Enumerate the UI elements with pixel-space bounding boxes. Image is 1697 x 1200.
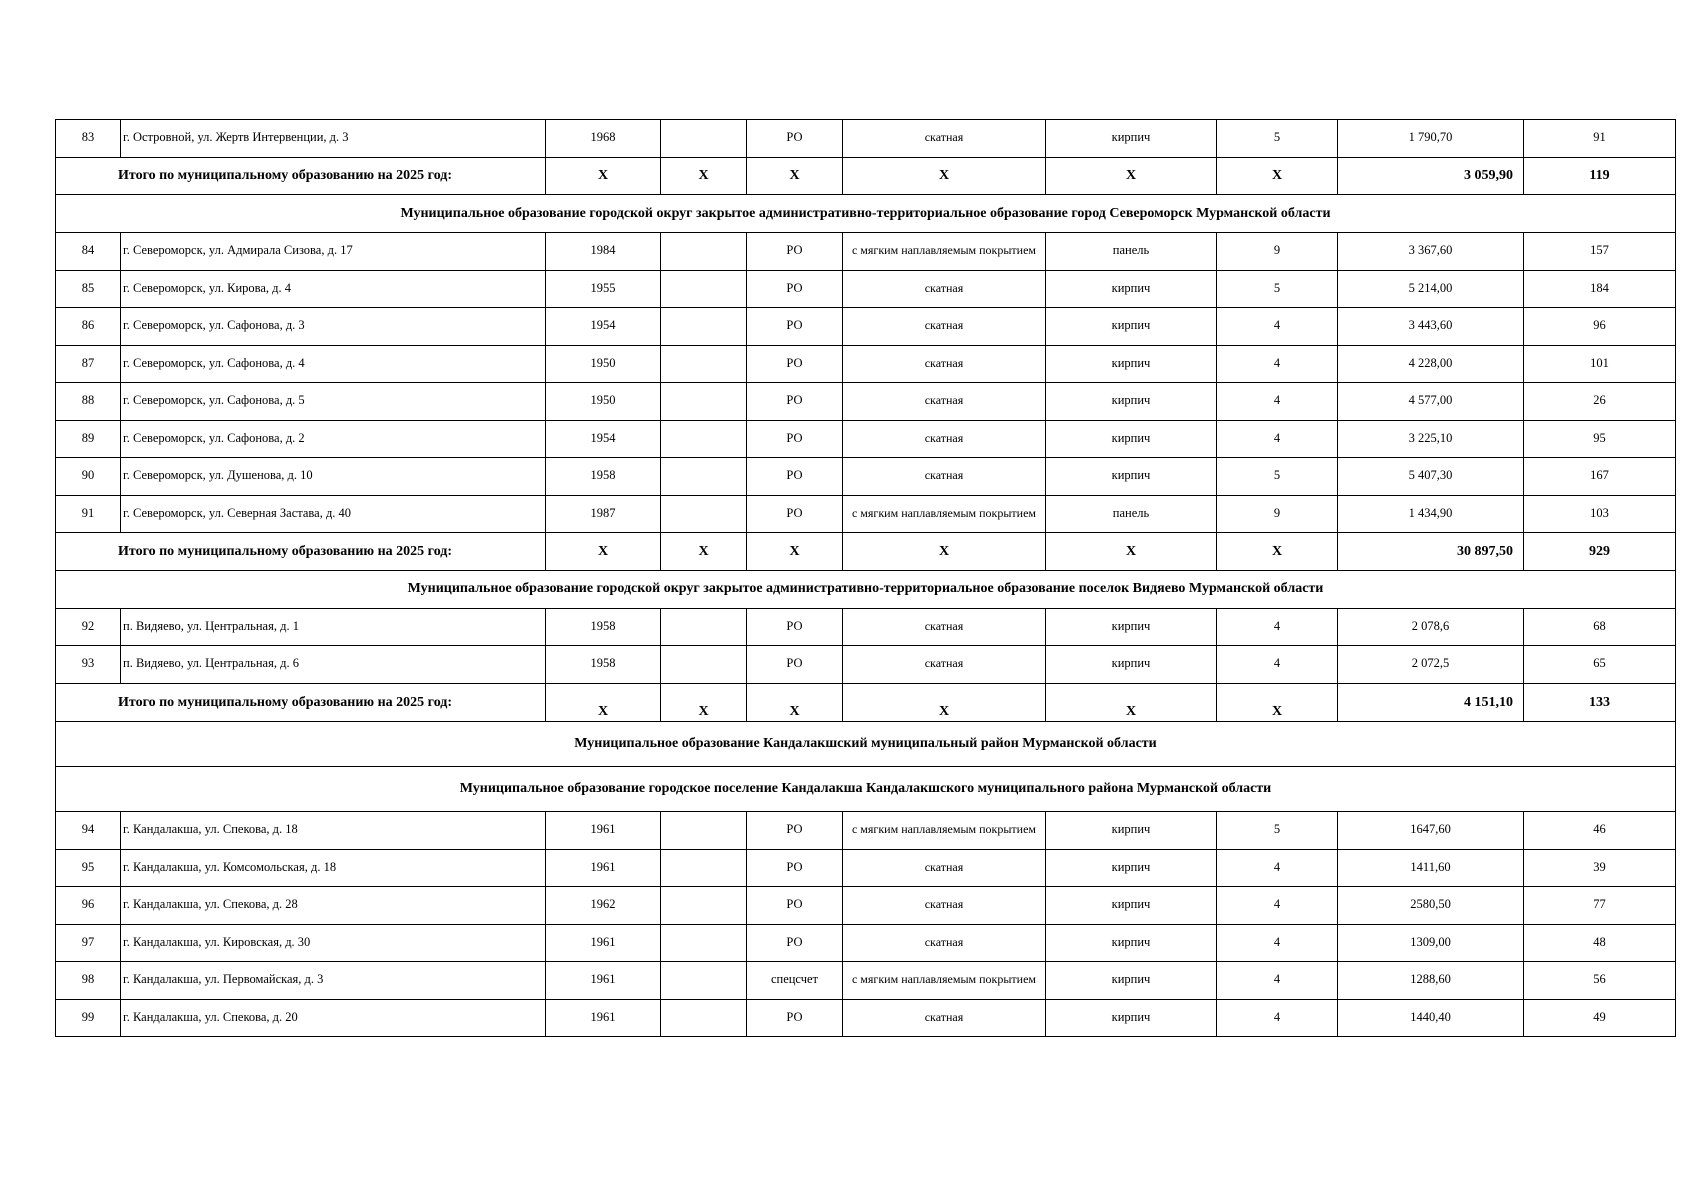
roof-cell: с мягким наплавляемым покрытием bbox=[843, 962, 1046, 1000]
row-number-cell: 87 bbox=[56, 345, 121, 383]
row-number-cell: 93 bbox=[56, 646, 121, 684]
roof-cell: скатная bbox=[843, 458, 1046, 496]
fund-cell: РО bbox=[747, 495, 843, 533]
walls-cell: кирпич bbox=[1046, 924, 1217, 962]
row-number-cell: 98 bbox=[56, 962, 121, 1000]
year-cell: 1954 bbox=[546, 308, 661, 346]
walls-cell: кирпич bbox=[1046, 345, 1217, 383]
residents-cell: 77 bbox=[1524, 887, 1676, 925]
walls-cell: кирпич bbox=[1046, 420, 1217, 458]
address-cell: г. Островной, ул. Жертв Интервенции, д. 3 bbox=[121, 120, 546, 158]
residents-cell: 26 bbox=[1524, 383, 1676, 421]
total-row bbox=[56, 157, 1676, 195]
floors-cell: 4 bbox=[1217, 924, 1338, 962]
roof-cell: скатная bbox=[843, 345, 1046, 383]
fund-cell: РО bbox=[747, 120, 843, 158]
table-row bbox=[56, 608, 1676, 646]
fund-cell: РО bbox=[747, 458, 843, 496]
table-row bbox=[56, 999, 1676, 1037]
table-row bbox=[56, 962, 1676, 1000]
address-cell: г. Кандалакша, ул. Спекова, д. 28 bbox=[121, 887, 546, 925]
address-cell: г. Североморск, ул. Кирова, д. 4 bbox=[121, 270, 546, 308]
table-row bbox=[56, 458, 1676, 496]
residents-cell: 68 bbox=[1524, 608, 1676, 646]
row-number-cell: 88 bbox=[56, 383, 121, 421]
residents-cell: 56 bbox=[1524, 962, 1676, 1000]
table-row bbox=[56, 812, 1676, 850]
table-row bbox=[56, 849, 1676, 887]
floors-cell: 4 bbox=[1217, 420, 1338, 458]
walls-cell: кирпич bbox=[1046, 887, 1217, 925]
total-x-cell: X bbox=[1217, 683, 1338, 722]
table-row bbox=[56, 270, 1676, 308]
total-residents-cell: 119 bbox=[1524, 157, 1676, 195]
area-cell: 5 214,00 bbox=[1338, 270, 1524, 308]
residents-cell: 48 bbox=[1524, 924, 1676, 962]
total-x-cell: X bbox=[1046, 157, 1217, 195]
walls-cell: кирпич bbox=[1046, 608, 1217, 646]
walls-cell: кирпич bbox=[1046, 270, 1217, 308]
row-number-cell: 89 bbox=[56, 420, 121, 458]
floors-cell: 4 bbox=[1217, 646, 1338, 684]
total-x-cell: X bbox=[843, 533, 1046, 571]
table-row bbox=[56, 420, 1676, 458]
row-number-cell: 95 bbox=[56, 849, 121, 887]
total-residents-cell: 929 bbox=[1524, 533, 1676, 571]
floors-cell: 9 bbox=[1217, 495, 1338, 533]
residents-cell: 46 bbox=[1524, 812, 1676, 850]
address-cell: г. Североморск, ул. Адмирала Сизова, д. 17 bbox=[121, 233, 546, 271]
fund-cell: РО bbox=[747, 999, 843, 1037]
total-row bbox=[56, 533, 1676, 571]
address-cell: г. Североморск, ул. Душенова, д. 10 bbox=[121, 458, 546, 496]
total-label: Итого по муниципальному образованию на 2025 год: bbox=[56, 683, 546, 722]
empty-cell bbox=[661, 308, 747, 346]
address-cell: г. Североморск, ул. Сафонова, д. 3 bbox=[121, 308, 546, 346]
row-number-cell: 84 bbox=[56, 233, 121, 271]
section-title: Муниципальное образование городской округ закрытое административно-территориальное образование поселок Видяево Мурманской области bbox=[56, 570, 1676, 608]
area-cell: 2580,50 bbox=[1338, 887, 1524, 925]
section-header-row bbox=[56, 195, 1676, 233]
fund-cell: РО bbox=[747, 849, 843, 887]
table-row bbox=[56, 646, 1676, 684]
area-cell: 1 434,90 bbox=[1338, 495, 1524, 533]
total-x-cell: X bbox=[661, 533, 747, 571]
floors-cell: 4 bbox=[1217, 383, 1338, 421]
walls-cell: панель bbox=[1046, 233, 1217, 271]
fund-cell: РО bbox=[747, 270, 843, 308]
section-header-row bbox=[56, 767, 1676, 812]
fund-cell: РО bbox=[747, 924, 843, 962]
address-cell: п. Видяево, ул. Центральная, д. 6 bbox=[121, 646, 546, 684]
roof-cell: скатная bbox=[843, 999, 1046, 1037]
area-cell: 1 790,70 bbox=[1338, 120, 1524, 158]
year-cell: 1950 bbox=[546, 345, 661, 383]
fund-cell: РО bbox=[747, 383, 843, 421]
empty-cell bbox=[661, 812, 747, 850]
total-residents-cell: 133 bbox=[1524, 683, 1676, 722]
row-number-cell: 85 bbox=[56, 270, 121, 308]
section-title: Муниципальное образование городской округ закрытое административно-территориальное образование город Североморск Мурманской области bbox=[56, 195, 1676, 233]
address-cell: г. Кандалакша, ул. Комсомольская, д. 18 bbox=[121, 849, 546, 887]
row-number-cell: 96 bbox=[56, 887, 121, 925]
row-number-cell: 99 bbox=[56, 999, 121, 1037]
table-row bbox=[56, 308, 1676, 346]
total-x-cell: X bbox=[747, 533, 843, 571]
floors-cell: 4 bbox=[1217, 999, 1338, 1037]
walls-cell: панель bbox=[1046, 495, 1217, 533]
table-row bbox=[56, 887, 1676, 925]
address-cell: г. Североморск, ул. Сафонова, д. 2 bbox=[121, 420, 546, 458]
row-number-cell: 83 bbox=[56, 120, 121, 158]
row-number-cell: 97 bbox=[56, 924, 121, 962]
row-number-cell: 92 bbox=[56, 608, 121, 646]
roof-cell: скатная bbox=[843, 608, 1046, 646]
year-cell: 1961 bbox=[546, 962, 661, 1000]
area-cell: 3 225,10 bbox=[1338, 420, 1524, 458]
empty-cell bbox=[661, 608, 747, 646]
roof-cell: скатная bbox=[843, 646, 1046, 684]
residents-cell: 39 bbox=[1524, 849, 1676, 887]
walls-cell: кирпич bbox=[1046, 999, 1217, 1037]
fund-cell: РО bbox=[747, 308, 843, 346]
fund-cell: РО bbox=[747, 233, 843, 271]
year-cell: 1958 bbox=[546, 646, 661, 684]
total-x-cell: X bbox=[546, 533, 661, 571]
floors-cell: 4 bbox=[1217, 887, 1338, 925]
area-cell: 1288,60 bbox=[1338, 962, 1524, 1000]
address-cell: г. Кандалакша, ул. Спекова, д. 20 bbox=[121, 999, 546, 1037]
empty-cell bbox=[661, 646, 747, 684]
total-x-cell: X bbox=[843, 683, 1046, 722]
empty-cell bbox=[661, 887, 747, 925]
floors-cell: 5 bbox=[1217, 458, 1338, 496]
roof-cell: с мягким наплавляемым покрытием bbox=[843, 812, 1046, 850]
total-row bbox=[56, 683, 1676, 722]
year-cell: 1962 bbox=[546, 887, 661, 925]
year-cell: 1961 bbox=[546, 999, 661, 1037]
table-row bbox=[56, 495, 1676, 533]
area-cell: 1411,60 bbox=[1338, 849, 1524, 887]
area-cell: 4 228,00 bbox=[1338, 345, 1524, 383]
address-cell: г. Североморск, ул. Сафонова, д. 4 bbox=[121, 345, 546, 383]
fund-cell: РО bbox=[747, 887, 843, 925]
area-cell: 2 072,5 bbox=[1338, 646, 1524, 684]
table-row bbox=[56, 120, 1676, 158]
floors-cell: 5 bbox=[1217, 120, 1338, 158]
housing-table bbox=[55, 119, 1676, 1037]
floors-cell: 4 bbox=[1217, 608, 1338, 646]
floors-cell: 9 bbox=[1217, 233, 1338, 271]
section-title: Муниципальное образование городское поселение Кандалакша Кандалакшского муниципального района Мурманской области bbox=[56, 767, 1676, 812]
address-cell: г. Североморск, ул. Сафонова, д. 5 bbox=[121, 383, 546, 421]
empty-cell bbox=[661, 495, 747, 533]
table-row bbox=[56, 383, 1676, 421]
section-header-row bbox=[56, 570, 1676, 608]
empty-cell bbox=[661, 383, 747, 421]
empty-cell bbox=[661, 458, 747, 496]
empty-cell bbox=[661, 849, 747, 887]
floors-cell: 4 bbox=[1217, 345, 1338, 383]
total-x-cell: X bbox=[546, 683, 661, 722]
roof-cell: скатная bbox=[843, 420, 1046, 458]
total-x-cell: X bbox=[747, 157, 843, 195]
roof-cell: скатная bbox=[843, 383, 1046, 421]
year-cell: 1958 bbox=[546, 458, 661, 496]
row-number-cell: 86 bbox=[56, 308, 121, 346]
total-area-cell: 4 151,10 bbox=[1338, 683, 1524, 722]
roof-cell: скатная bbox=[843, 270, 1046, 308]
area-cell: 5 407,30 bbox=[1338, 458, 1524, 496]
total-x-cell: X bbox=[1217, 533, 1338, 571]
area-cell: 3 367,60 bbox=[1338, 233, 1524, 271]
year-cell: 1968 bbox=[546, 120, 661, 158]
roof-cell: скатная bbox=[843, 924, 1046, 962]
total-area-cell: 3 059,90 bbox=[1338, 157, 1524, 195]
fund-cell: РО bbox=[747, 812, 843, 850]
address-cell: г. Североморск, ул. Северная Застава, д. 40 bbox=[121, 495, 546, 533]
floors-cell: 5 bbox=[1217, 812, 1338, 850]
empty-cell bbox=[661, 270, 747, 308]
walls-cell: кирпич bbox=[1046, 458, 1217, 496]
address-cell: п. Видяево, ул. Центральная, д. 1 bbox=[121, 608, 546, 646]
residents-cell: 91 bbox=[1524, 120, 1676, 158]
empty-cell bbox=[661, 924, 747, 962]
fund-cell: РО bbox=[747, 608, 843, 646]
row-number-cell: 90 bbox=[56, 458, 121, 496]
year-cell: 1984 bbox=[546, 233, 661, 271]
residents-cell: 49 bbox=[1524, 999, 1676, 1037]
fund-cell: РО bbox=[747, 646, 843, 684]
fund-cell: спецсчет bbox=[747, 962, 843, 1000]
empty-cell bbox=[661, 233, 747, 271]
year-cell: 1955 bbox=[546, 270, 661, 308]
total-x-cell: X bbox=[1217, 157, 1338, 195]
fund-cell: РО bbox=[747, 420, 843, 458]
total-x-cell: X bbox=[1046, 533, 1217, 571]
total-x-cell: X bbox=[747, 683, 843, 722]
area-cell: 1440,40 bbox=[1338, 999, 1524, 1037]
area-cell: 1309,00 bbox=[1338, 924, 1524, 962]
address-cell: г. Кандалакша, ул. Кировская, д. 30 bbox=[121, 924, 546, 962]
walls-cell: кирпич bbox=[1046, 383, 1217, 421]
empty-cell bbox=[661, 962, 747, 1000]
walls-cell: кирпич bbox=[1046, 120, 1217, 158]
residents-cell: 167 bbox=[1524, 458, 1676, 496]
total-area-cell: 30 897,50 bbox=[1338, 533, 1524, 571]
residents-cell: 65 bbox=[1524, 646, 1676, 684]
total-x-cell: X bbox=[661, 157, 747, 195]
residents-cell: 101 bbox=[1524, 345, 1676, 383]
fund-cell: РО bbox=[747, 345, 843, 383]
area-cell: 3 443,60 bbox=[1338, 308, 1524, 346]
area-cell: 4 577,00 bbox=[1338, 383, 1524, 421]
year-cell: 1987 bbox=[546, 495, 661, 533]
empty-cell bbox=[661, 999, 747, 1037]
year-cell: 1961 bbox=[546, 812, 661, 850]
walls-cell: кирпич bbox=[1046, 812, 1217, 850]
total-x-cell: X bbox=[843, 157, 1046, 195]
empty-cell bbox=[661, 420, 747, 458]
total-x-cell: X bbox=[1046, 683, 1217, 722]
walls-cell: кирпич bbox=[1046, 308, 1217, 346]
section-title: Муниципальное образование Кандалакшский муниципальный район Мурманской области bbox=[56, 722, 1676, 767]
residents-cell: 103 bbox=[1524, 495, 1676, 533]
floors-cell: 4 bbox=[1217, 308, 1338, 346]
roof-cell: скатная bbox=[843, 849, 1046, 887]
row-number-cell: 91 bbox=[56, 495, 121, 533]
roof-cell: с мягким наплавляемым покрытием bbox=[843, 495, 1046, 533]
total-x-cell: X bbox=[546, 157, 661, 195]
total-label: Итого по муниципальному образованию на 2025 год: bbox=[56, 157, 546, 195]
residents-cell: 96 bbox=[1524, 308, 1676, 346]
walls-cell: кирпич bbox=[1046, 849, 1217, 887]
residents-cell: 157 bbox=[1524, 233, 1676, 271]
total-x-cell: X bbox=[661, 683, 747, 722]
table-row bbox=[56, 345, 1676, 383]
floors-cell: 4 bbox=[1217, 849, 1338, 887]
total-label: Итого по муниципальному образованию на 2025 год: bbox=[56, 533, 546, 571]
table-row bbox=[56, 924, 1676, 962]
area-cell: 1647,60 bbox=[1338, 812, 1524, 850]
year-cell: 1954 bbox=[546, 420, 661, 458]
roof-cell: скатная bbox=[843, 887, 1046, 925]
walls-cell: кирпич bbox=[1046, 962, 1217, 1000]
residents-cell: 184 bbox=[1524, 270, 1676, 308]
residents-cell: 95 bbox=[1524, 420, 1676, 458]
row-number-cell: 94 bbox=[56, 812, 121, 850]
floors-cell: 4 bbox=[1217, 962, 1338, 1000]
address-cell: г. Кандалакша, ул. Спекова, д. 18 bbox=[121, 812, 546, 850]
year-cell: 1950 bbox=[546, 383, 661, 421]
roof-cell: скатная bbox=[843, 120, 1046, 158]
empty-cell bbox=[661, 120, 747, 158]
section-header-row bbox=[56, 722, 1676, 767]
year-cell: 1961 bbox=[546, 924, 661, 962]
walls-cell: кирпич bbox=[1046, 646, 1217, 684]
floors-cell: 5 bbox=[1217, 270, 1338, 308]
roof-cell: с мягким наплавляемым покрытием bbox=[843, 233, 1046, 271]
address-cell: г. Кандалакша, ул. Первомайская, д. 3 bbox=[121, 962, 546, 1000]
year-cell: 1961 bbox=[546, 849, 661, 887]
table-row bbox=[56, 233, 1676, 271]
year-cell: 1958 bbox=[546, 608, 661, 646]
roof-cell: скатная bbox=[843, 308, 1046, 346]
area-cell: 2 078,6 bbox=[1338, 608, 1524, 646]
empty-cell bbox=[661, 345, 747, 383]
